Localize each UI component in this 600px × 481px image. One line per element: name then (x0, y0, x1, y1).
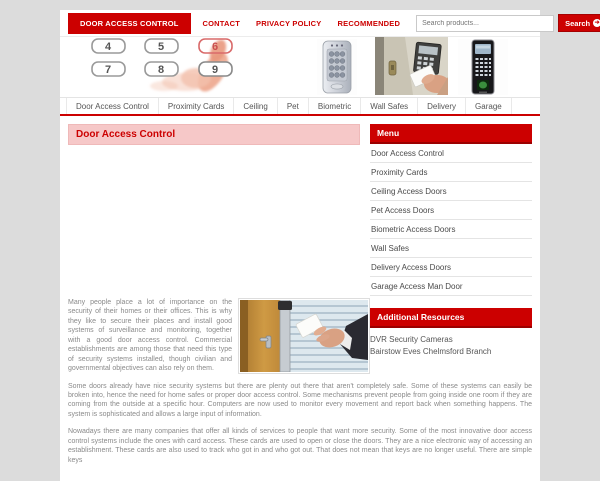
tab-delivery[interactable]: Delivery (418, 98, 466, 114)
sidebar-item-biometric-access-doors[interactable]: Biometric Access Doors (370, 220, 532, 239)
page-container (60, 10, 600, 481)
article-paragraph-2: Some doors already have nice security systems but there are plenty out there that aren't completely safe. Some of these systems can easily be broken into, hence the need for home safes or proper door access control. Some mechanisms prevent people from going inside one room if they are coming from the outside at a specific hour. Computers are now used to monitor every movement and report back when something happens. The system is sophisticated and allows a large input of information. (68, 382, 532, 418)
biometric-device-image (458, 39, 508, 95)
tab-door-access-control[interactable]: Door Access Control (66, 98, 159, 114)
article-paragraph-1: Many people place a lot of importance on the security of their homes or their offices. This is why they like to secure their places and install good systems of surveillance and monitoring, together with a good door access control. Commercial establishments are among those that need this type of security systems installed, though civilian and governmental objectives can also rely on them. (68, 299, 232, 373)
resource-link-dvr-security-cameras[interactable]: DVR Security Cameras (370, 335, 453, 344)
key-8-label: 8 (157, 64, 165, 76)
sidebar (370, 124, 532, 357)
resource-link-bairstow-eves[interactable]: Bairstow Eves Chelmsford Branch (370, 347, 492, 356)
sidebar-item-proximity-cards[interactable]: Proximity Cards (370, 163, 532, 182)
key-7-label: 7 (104, 64, 112, 76)
key-5-label: 5 (157, 41, 165, 53)
header-banner (60, 37, 540, 97)
tab-pet[interactable]: Pet (278, 98, 309, 114)
tab-biometric[interactable]: Biometric (309, 98, 361, 114)
top-nav (60, 10, 600, 37)
sidebar-item-ceiling-access-doors[interactable]: Ceiling Access Doors (370, 182, 532, 201)
category-tabs (60, 97, 540, 116)
resources-list (370, 328, 532, 357)
sidebar-item-garage-access-man-door[interactable]: Garage Access Man Door (370, 277, 532, 296)
door-card-access-photo (238, 298, 370, 374)
article-float-placeholder (68, 150, 232, 298)
key-9-label: 9 (211, 64, 219, 76)
tab-proximity-cards[interactable]: Proximity Cards (159, 98, 234, 114)
additional-resources-header: Additional Resources (370, 308, 532, 328)
page-title: Door Access Control (68, 124, 360, 145)
sidebar-menu-header: Menu (370, 124, 532, 144)
nav-item-contact[interactable]: CONTACT (202, 18, 241, 28)
search-arrow-icon: ➔ (594, 20, 600, 26)
tab-garage[interactable]: Garage (466, 98, 512, 114)
search-area (416, 14, 600, 32)
sidebar-item-wall-safes[interactable]: Wall Safes (370, 239, 532, 258)
sidebar-item-door-access-control[interactable]: Door Access Control (370, 144, 532, 163)
key-4-label: 4 (104, 41, 112, 53)
search-button-label: Search (565, 18, 591, 28)
sidebar-item-pet-access-doors[interactable]: Pet Access Doors (370, 201, 532, 220)
keypad-device-image (317, 39, 357, 95)
article-paragraph-3: Nowadays there are many companies that offer all kinds of services to people that want more security. Some of the most innovative door access control systems include the ones with card access. These cards are used to open or close the doors. They are a nice electronic way of accessing an establishment. These cards are also used to track who got in and who got out. That does not mean that keys are no longer useful. There are simple keys (68, 428, 532, 464)
nav-item-privacy-policy[interactable]: PRIVACY POLICY (256, 18, 322, 28)
sidebar-item-delivery-access-doors[interactable]: Delivery Access Doors (370, 258, 532, 277)
card-reader-photo (375, 37, 448, 95)
additional-resources (370, 308, 532, 357)
search-button[interactable] (558, 14, 600, 32)
sidebar-menu-list (370, 144, 532, 296)
tab-ceiling[interactable]: Ceiling (234, 98, 277, 114)
door-card-photo-graphic (240, 300, 368, 372)
main-content (60, 116, 540, 481)
keypad-digits-graphic (68, 38, 236, 94)
nav-item-recommended[interactable]: RECOMMENDED (337, 18, 401, 28)
key-6-label: 6 (211, 41, 219, 53)
tab-wall-safes[interactable]: Wall Safes (361, 98, 418, 114)
search-input[interactable] (416, 15, 554, 32)
nav-item-door-access-control[interactable]: DOOR ACCESS CONTROL (68, 13, 191, 34)
